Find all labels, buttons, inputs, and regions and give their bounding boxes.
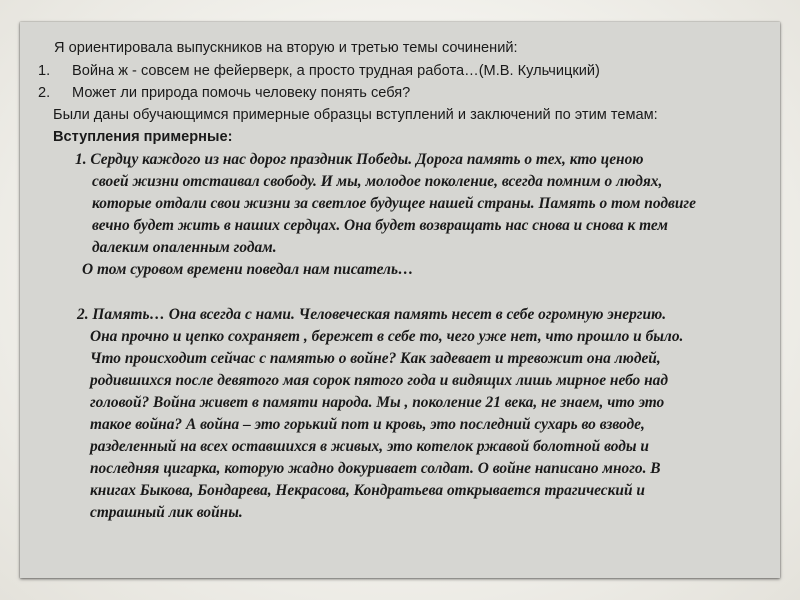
- intro-two-line: такое война? А война – это горький пот и кровь, это последний сухарь во взводе,: [90, 416, 645, 433]
- intro-two-line: страшный лик войны.: [90, 504, 243, 521]
- text-body: [20, 22, 780, 578]
- intro-one-line: 1. Сердцу каждого из нас дорог праздник Победы. Дорога память о тех, кто ценою: [75, 151, 644, 168]
- intro-two-line: Она прочно и цепко сохраняет , бережет в себе то, чего уже нет, что прошло и было.: [90, 328, 684, 345]
- intro-two-line: головой? Война живет в памяти народа. Мы , поколение 21 века, не знаем, что это: [90, 394, 665, 411]
- intro-two-line: книгах Быкова, Бондарева, Некрасова, Кондратьева открывается трагический и: [90, 482, 645, 499]
- topic-number: 2.: [38, 85, 51, 101]
- intro-two-line: 2. Память… Она всегда с нами. Человеческая память несет в себе огромную энергию.: [77, 306, 667, 323]
- topic-number: 1.: [38, 63, 51, 79]
- content-panel: [20, 22, 780, 578]
- intro-two-line: родившихся после девятого мая сорок пятого года и видящих лишь мирное небо над: [90, 372, 668, 389]
- given-text: Были даны обучающимся примерные образцы вступлений и заключений по этим темам:: [53, 107, 658, 123]
- section-heading: Вступления примерные:: [53, 129, 233, 145]
- intro-text: Я ориентировала выпускников на вторую и третью темы сочинений:: [54, 40, 518, 56]
- intro-two-line: последняя цигарка, которую жадно докуривает солдат. О войне написано много. В: [90, 460, 661, 477]
- intro-one-line: далеким опаленным годам.: [92, 239, 277, 256]
- intro-one-line: своей жизни отстаивал свободу. И мы, молодое поколение, всегда помним о людях,: [92, 173, 663, 190]
- intro-two-line: разделенный на всех оставшихся в живых, это котелок ржавой болотной воды и: [90, 438, 649, 455]
- intro-one-line: которые отдали свои жизни за светлое будущее нашей страны. Память о том подвиге: [92, 195, 696, 212]
- intro-two-line: Что происходит сейчас с памятью о войне? Как задевает и тревожит она людей,: [90, 350, 661, 367]
- topic-text: Война ж - совсем не фейерверк, а просто трудная работа…(М.В. Кульчицкий): [72, 63, 600, 79]
- topic-text: Может ли природа помочь человеку понять себя?: [72, 85, 411, 101]
- intro-one-line: О том суровом времени поведал нам писатель…: [82, 261, 414, 278]
- intro-one-line: вечно будет жить в наших сердцах. Она будет возвращать нас снова и снова к тем: [92, 217, 668, 234]
